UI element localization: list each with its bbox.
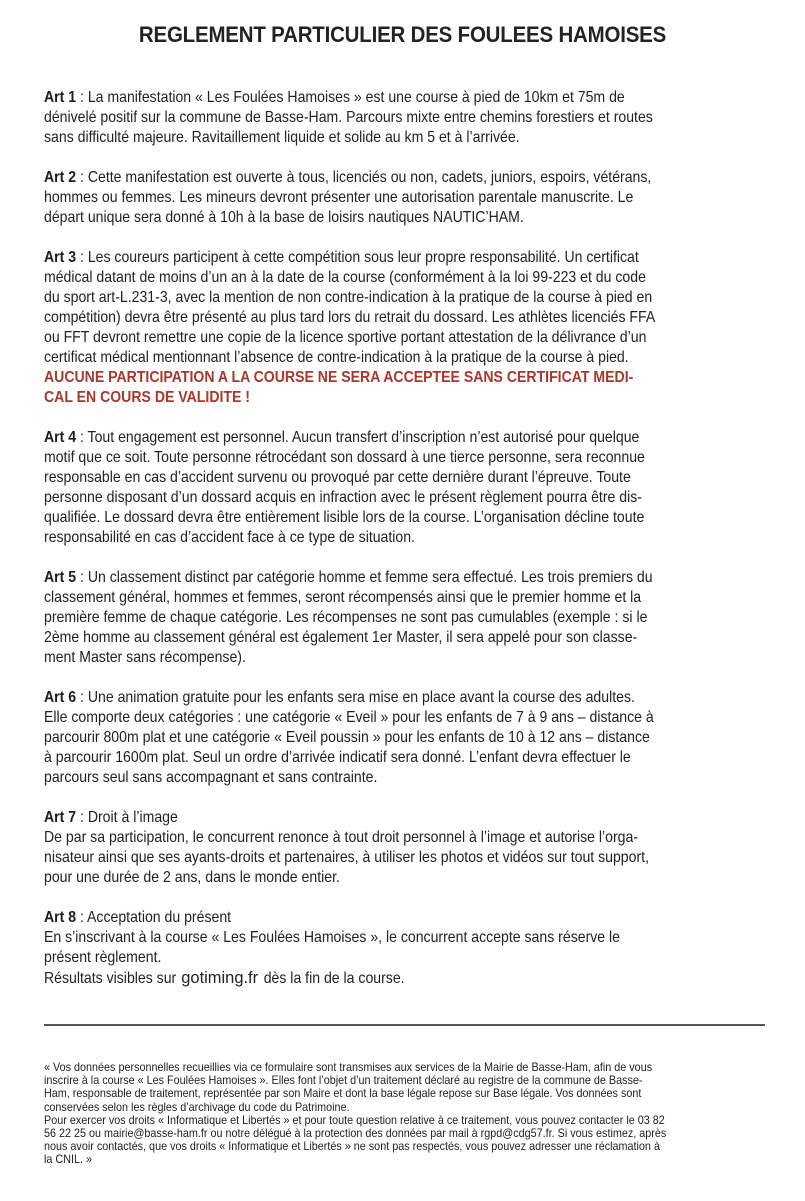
article-line: départ unique sera donné à 10h à la base de loisirs nautiques NAUTIC’HAM. — [44, 209, 524, 226]
article-7 — [44, 808, 771, 888]
article-text: Une animation gratuite pour les enfants sera mise en place avant la course des adultes. — [87, 689, 635, 706]
privacy-line: « Vos données personnelles recueillies via ce formulaire sont transmises aux services de la Mairie de Basse-Ham, afin de vous — [44, 1060, 653, 1074]
results-line — [44, 968, 771, 989]
article-4 — [44, 428, 771, 548]
article-text: Cette manifestation est ouverte à tous, licenciés ou non, cadets, juniors, espoirs, vétérans, — [87, 169, 652, 186]
privacy-notice — [44, 1061, 764, 1167]
article-separator: : — [76, 909, 88, 926]
article-line: nisateur ainsi que ses ayants-droits et partenaires, à utiliser les photos et vidéos sur tout support, — [44, 849, 649, 866]
article-line — [44, 908, 771, 928]
article-line — [44, 428, 771, 448]
article-line: responsabilité en cas d’accident face à ce type de situation. — [44, 529, 416, 546]
article-line: première femme de chaque catégorie. Les récompenses ne sont pas cumulables (exemple : si le — [44, 609, 648, 626]
privacy-line: 56 22 25 ou mairie@basse-ham.fr ou notre délégué à la protection des données par mail à rgpd@cdg57.fr. Si vous estimez, après — [44, 1126, 667, 1141]
privacy-line: inscrire à la course « Les Foulées Hamoises ». Elles font l’objet d’un traitement déclaré au registre de la commune de Basse- — [44, 1073, 643, 1088]
article-separator: : — [76, 169, 88, 186]
article-separator: : — [76, 569, 88, 586]
article-line: personne disposant d’un dossard acquis en infraction avec le présent règlement pourra être dis- — [44, 489, 642, 506]
article-8 — [44, 908, 771, 989]
article-line: pour une durée de 2 ans, dans le monde entier. — [44, 869, 340, 886]
article-text: La manifestation « Les Foulées Hamoises » est une course à pied de 10km et 75m de — [87, 89, 625, 106]
results-suffix: dès la fin de la course. — [263, 970, 405, 987]
article-line: responsable en cas d’accident survenu ou provoqué par cette dernière durant l’épreuve. Toute — [44, 469, 631, 486]
page-title: REGLEMENT PARTICULIER DES FOULEES HAMOISES — [138, 22, 667, 47]
article-line: En s’inscrivant à la course « Les Foulées Hamoises », le concurrent accepte sans réserve le — [44, 929, 621, 946]
article-line: sans difficulté majeure. Ravitaillement liquide et solide au km 5 et à l’arrivée. — [44, 129, 520, 146]
article-line: parcours seul sans accompagnant et sans contrainte. — [44, 769, 378, 786]
article-line: ou FFT devront remettre une copie de la licence sportive portant attestation de la délivrance d’un — [44, 329, 647, 346]
article-line — [44, 808, 771, 828]
article-separator: : — [76, 249, 88, 266]
article-label: Art 3 — [44, 249, 77, 266]
privacy-line: Pour exercer vos droits « Informatique et Libertés » et pour toute question relative à ce traitement, vous pouvez contacter le 03 82 — [44, 1112, 665, 1127]
article-line: Elle comporte deux catégories : une catégorie « Eveil » pour les enfants de 7 à 9 ans – distance à — [44, 709, 654, 726]
article-line: 2ème homme au classement général est également 1er Master, il sera appelé pour son classe- — [44, 629, 638, 646]
article-label: Art 4 — [44, 429, 77, 446]
privacy-line: conservées selon les règles d’archivage du code du Patrimoine. — [44, 1099, 350, 1114]
article-line: du sport art-L.231-3, avec la mention de non contre-indication à la pratique de la course à pied en — [44, 289, 653, 306]
article-line: qualifiée. Le dossard devra être entièrement lisible lors de la course. L’organisation décline toute — [44, 509, 645, 526]
article-label: Art 7 — [44, 809, 77, 826]
article-line: compétition) devra être présenté au plus tard lors du retrait du dossard. Les athlètes licenciés FFA — [44, 309, 656, 326]
certificate-warning: CAL EN COURS DE VALIDITE ! — [44, 389, 251, 406]
article-separator: : — [76, 89, 88, 106]
article-separator: : — [76, 689, 88, 706]
article-line: parcourir 800m plat et une catégorie « Eveil poussin » pour les enfants de 10 à 12 ans – distance — [44, 729, 650, 746]
article-1 — [44, 88, 771, 148]
article-separator: : — [76, 429, 88, 446]
article-line: ment Master sans récompense). — [44, 649, 246, 666]
privacy-line: nous avoir contactés, que vos droits « Informatique et Libertés » ne sont pas respectés, vous pouvez adresser une réclamation à — [44, 1139, 660, 1154]
article-line — [44, 688, 771, 708]
divider — [44, 1024, 765, 1026]
article-5 — [44, 568, 771, 668]
article-line: certificat médical mentionnant l’absence de contre-indication à la pratique de la course à pied. — [44, 349, 629, 366]
article-line: présent règlement. — [44, 949, 162, 966]
article-text: Un classement distinct par catégorie homme et femme sera effectué. Les trois premiers du — [87, 569, 653, 586]
article-text: Les coureurs participent à cette compétition sous leur propre responsabilité. Un certificat — [87, 249, 639, 266]
articles-container — [44, 88, 771, 989]
article-label: Art 2 — [44, 169, 77, 186]
article-heading: Acceptation du présent — [87, 909, 232, 926]
article-line — [44, 248, 771, 268]
article-text: Tout engagement est personnel. Aucun transfert d’inscription n’est autorisé pour quelque — [87, 429, 640, 446]
article-line: hommes ou femmes. Les mineurs devront présenter une autorisation parentale manuscrite. Le — [44, 189, 634, 206]
privacy-line: la CNIL. » — [44, 1152, 93, 1167]
article-heading: Droit à l’image — [87, 809, 178, 826]
article-line — [44, 88, 771, 108]
article-label: Art 6 — [44, 689, 77, 706]
article-line: De par sa participation, le concurrent renonce à tout droit personnel à l’image et autorise l’orga- — [44, 829, 639, 846]
article-3 — [44, 248, 771, 408]
privacy-line: Ham, responsable de traitement, représentée par son Maire et dont la base légale repose sur Base légale. Vos données sont — [44, 1086, 642, 1101]
certificate-warning: AUCUNE PARTICIPATION A LA COURSE NE SERA ACCEPTEE SANS CERTIFICAT MEDI- — [44, 369, 634, 386]
article-line — [44, 168, 771, 188]
article-6 — [44, 688, 771, 788]
article-line: classement général, hommes et femmes, seront récompensés ainsi que le premier homme et la — [44, 589, 642, 606]
article-label: Art 8 — [44, 909, 77, 926]
results-prefix: Résultats visibles sur — [44, 970, 177, 987]
article-2 — [44, 168, 771, 228]
article-line: dénivelé positif sur la commune de Basse-Ham. Parcours mixte entre chemins forestiers et routes — [44, 109, 653, 126]
article-line: médical datant de moins d’un an à la date de la course (conformément à la loi 99-223 et du code — [44, 269, 646, 286]
results-link[interactable]: gotiming.fr — [181, 968, 259, 987]
article-separator: : — [76, 809, 88, 826]
article-line — [44, 568, 771, 588]
article-line: à parcourir 1600m plat. Seul un ordre d’arrivée indicatif sera donné. L’enfant devra effectuer le — [44, 749, 631, 766]
article-label: Art 1 — [44, 89, 77, 106]
article-line: motif que ce soit. Toute personne rétrocédant son dossard à une tierce personne, sera reconnue — [44, 449, 645, 466]
article-label: Art 5 — [44, 569, 77, 586]
rules-content — [44, 88, 804, 1009]
